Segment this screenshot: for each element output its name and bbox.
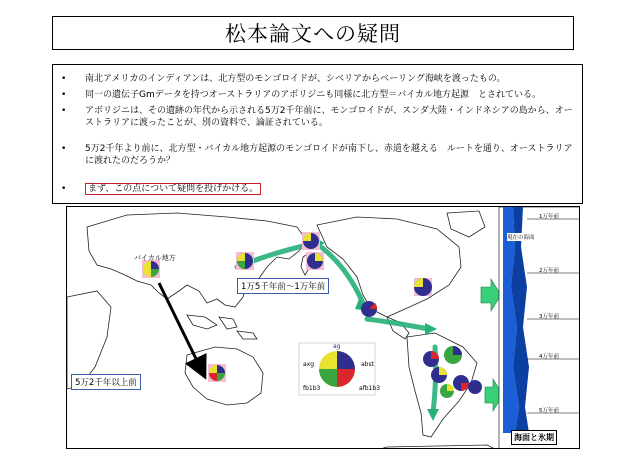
bullet-list (52, 64, 583, 204)
sea-level-title: 海面と氷期 (511, 430, 557, 445)
bullet-text: 南北アメリカのインディアンは、北方型のモンゴロイドが、シベリアからベーリング海峡を渡ったもの。 (85, 74, 506, 84)
sea-level-tick: 1万年前 (539, 214, 559, 220)
route-label-australia: 5万2千年以上前 (71, 374, 141, 390)
world-map (67, 207, 580, 449)
sea-level-current-label: 現在の海面 (507, 235, 535, 241)
bullet-text: 同一の遺伝子Gmデータを持つオーストラリアのアボリジニも同様に北方型＝バイカル地方起源 とされている。 (85, 90, 542, 100)
migration-arrow-australia (159, 283, 201, 369)
bullet-icon: • (61, 90, 67, 100)
sea-level-tick: 4万年前 (539, 354, 559, 360)
legend-label-bottom-left: fb1b3 (303, 385, 321, 392)
bullet-icon: • (61, 74, 67, 84)
bullet-icon: • (61, 106, 67, 116)
bullet-text-wrap (85, 183, 575, 195)
bullet-text: 5万2千年より前に、北方型・バイカル地方起源のモンゴロイドが南下し、赤道を越える ルートを通り、オーストラリアに渡れたのだろうか？ (85, 144, 573, 166)
world-map-figure (66, 206, 580, 449)
sea-level-tick: 2万年前 (539, 268, 559, 274)
page-title: 松本論文への疑問 (225, 22, 401, 46)
legend-label-bottom-right: afb1b3 (359, 385, 381, 392)
highlighted-bullet-text: まず、この点について疑問を投げかける。 (85, 183, 261, 195)
bullet-text: アボリジニは、その遺跡の年代から示される5万2千年前に、モンゴロイドが、スンダ大陸・インドネシアの島から、オーストラリアに渡ったことが、別の資料で、論証されている。 (85, 106, 573, 128)
legend-label-right: abst (361, 361, 374, 368)
title-box (52, 16, 574, 50)
baikal-label: バイカル地方 (134, 254, 176, 262)
bullet-icon: • (61, 184, 67, 194)
sea-level-tick: 3万年前 (539, 314, 559, 320)
legend-label-top: ag (333, 343, 341, 350)
bullet-icon: • (61, 144, 67, 154)
legend-label-left: axg (303, 361, 315, 368)
sea-level-tick: 5万年前 (539, 408, 559, 414)
route-label-americas: 1万5千年前～1万年前 (237, 278, 329, 294)
